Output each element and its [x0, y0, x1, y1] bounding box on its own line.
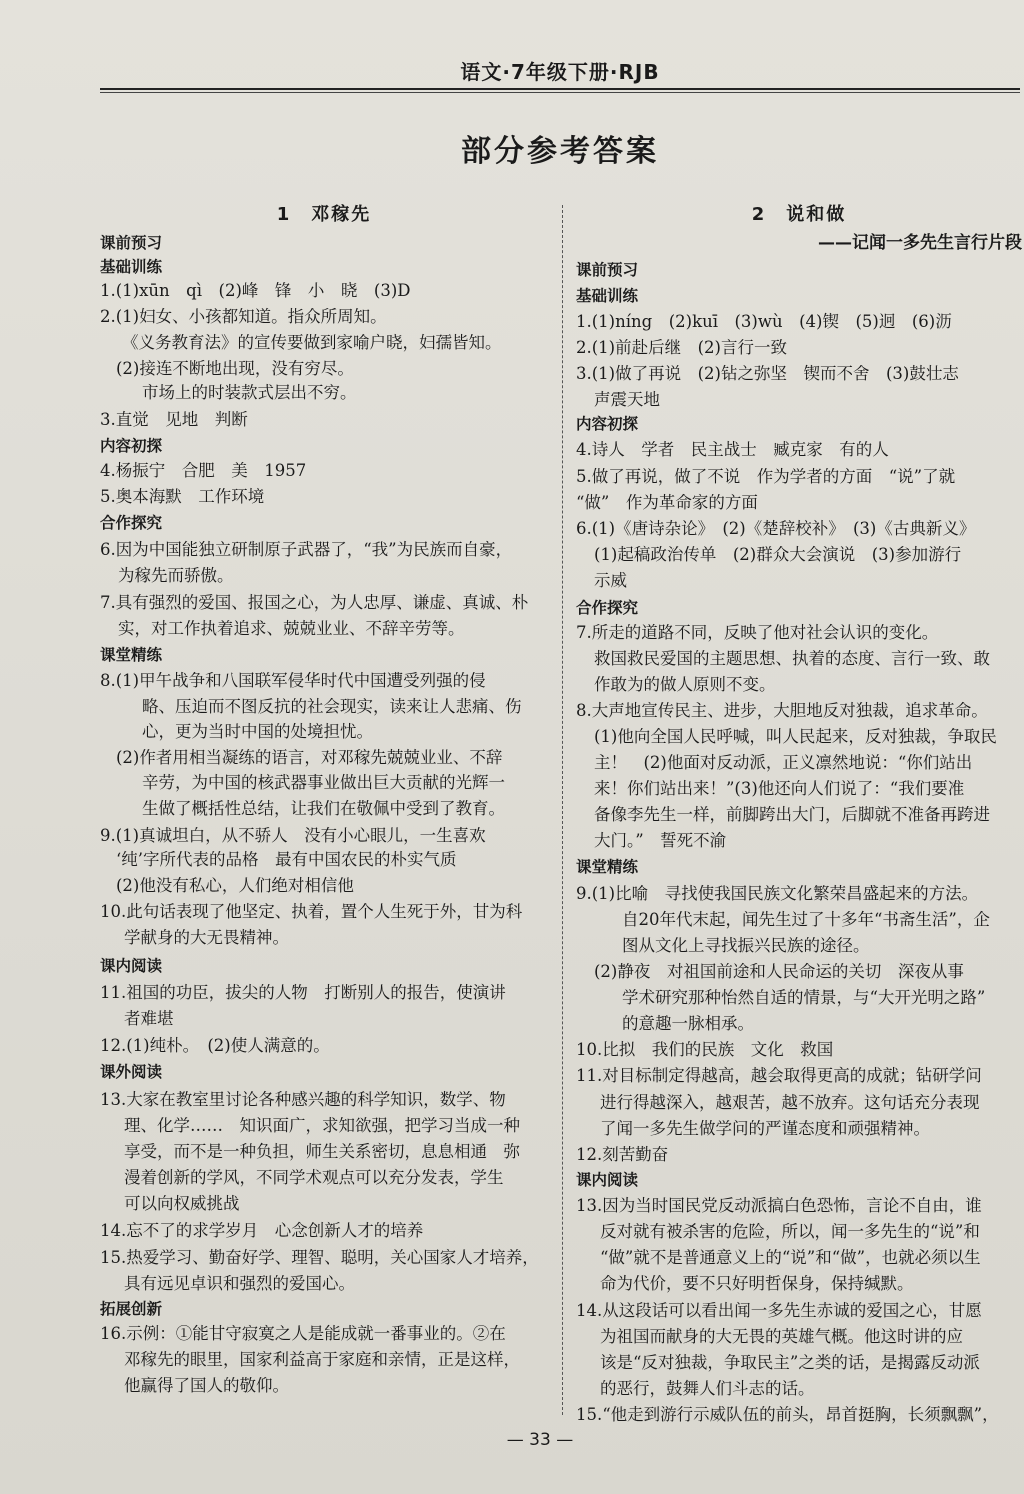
- answer-line: (2)他没有私心，人们绝对相信他: [116, 876, 354, 895]
- running-header: 语文·7年级下册·RJB: [460, 60, 660, 84]
- header-rule-thin: [100, 92, 1020, 93]
- answer-line: 备像李先生一样，前脚跨出大门，后脚就不准备再跨进: [594, 805, 990, 824]
- answer-line: 2.(1)妇女、小孩都知道。指众所周知。: [100, 307, 387, 326]
- answer-line: (1)起稿政治传单 (2)群众大会演说 (3)参加游行: [594, 545, 962, 564]
- answer-line: 12.刻苦勤奋: [576, 1145, 669, 1164]
- answer-line: 2.(1)前赴后继 (2)言行一致: [576, 338, 787, 357]
- answer-line: (2)静夜 对祖国前途和人民命运的关切 深夜从事: [594, 962, 964, 981]
- answer-line: 8.大声地宣传民主、进步，大胆地反对独裁，追求革命。: [576, 701, 988, 720]
- answer-line: 图从文化上寻找振兴民族的途径。: [622, 936, 870, 955]
- lesson-title: 2 说和做: [751, 204, 847, 225]
- answer-line: 示威: [594, 571, 627, 590]
- answer-line: (1)他向全国人民呼喊，叫人民起来，反对独裁，争取民: [594, 727, 997, 746]
- answer-line: 为稼先而骄傲。: [118, 566, 234, 585]
- answer-line: 12.(1)纯朴。 (2)使人满意的。: [100, 1036, 330, 1055]
- answer-line: 理、化学…… 知识面广，求知欲强，把学习当成一种: [124, 1116, 520, 1135]
- section-heading: 课外阅读: [100, 1063, 163, 1081]
- answer-line: 生做了概括性总结，让我们在敬佩中受到了教育。: [142, 799, 505, 818]
- answer-line: 者难堪: [124, 1009, 174, 1028]
- answer-line: 5.奥本海默 工作环境: [100, 487, 265, 506]
- answer-line: 自20年代末起，闻先生过了十多年“书斋生活”，企: [622, 910, 990, 929]
- answer-line: 辛劳，为中国的核武器事业做出巨大贡献的光辉一: [142, 773, 505, 792]
- answer-line: 为祖国而献身的大无畏的英雄气概。他这时讲的应: [600, 1327, 963, 1346]
- answer-line: 可以向权威挑战: [124, 1194, 240, 1213]
- answer-line: 的意趣一脉相承。: [622, 1014, 754, 1033]
- answer-line: 救国救民爱国的主题思想、执着的态度、言行一致、敢: [594, 649, 990, 668]
- answer-line: 学术研究那种怡然自适的情景，与“大开光明之路”: [622, 988, 986, 1007]
- answer-line: 学献身的大无畏精神。: [124, 928, 289, 947]
- answer-line: 略、压迫而不图反抗的社会现实，读来让人悲痛、伤: [142, 697, 522, 716]
- answer-line: 5.做了再说，做了不说 作为学者的方面 “说”了就: [576, 467, 956, 486]
- answer-line: “做”就不是普通意义上的“说”和“做”，也就必须以生: [600, 1248, 981, 1267]
- answer-line: 8.(1)甲午战争和八国联军侵华时代中国遭受列强的侵: [100, 671, 486, 690]
- section-heading: 内容初探: [100, 437, 163, 455]
- answer-line: 了闻一多先生做学问的严谨态度和顽强精神。: [600, 1119, 930, 1138]
- answer-line: 6.(1)《唐诗杂论》 (2)《楚辞校补》 (3)《古典新义》: [576, 519, 976, 538]
- answer-line: 7.所走的道路不同，反映了他对社会认识的变化。: [576, 623, 939, 642]
- answer-line: 13.因为当时国民党反动派搞白色恐怖，言论不自由，谁: [576, 1196, 982, 1215]
- answer-line: 大门。” 誓死不渝: [594, 831, 727, 850]
- answer-line: (2)作者用相当凝练的语言，对邓稼先兢兢业业、不辞: [116, 748, 503, 767]
- answer-line: 心，更为当时中国的处境担忧。: [142, 722, 373, 741]
- section-heading: 课前预习: [576, 261, 639, 279]
- answer-line: 3.直觉 见地 判断: [100, 410, 248, 429]
- answer-line: 该是“反对独裁，争取民主”之类的话，是揭露反动派: [600, 1353, 980, 1372]
- answer-line: 漫着创新的学风，不同学术观点可以充分发表，学生: [124, 1168, 504, 1187]
- answer-line: 他赢得了国人的敬仰。: [124, 1376, 289, 1395]
- answer-line: 的恶行，鼓舞人们斗志的话。: [600, 1379, 815, 1398]
- answer-line: 15.“他走到游行示威队伍的前头，昂首挺胸，长须飘飘”，: [576, 1405, 999, 1424]
- answer-line: 《义务教育法》的宣传要做到家喻户晓，妇孺皆知。: [122, 333, 502, 352]
- page-title: 部分参考答案: [461, 134, 659, 169]
- answer-line: 3.(1)做了再说 (2)钻之弥坚 锲而不舍 (3)鼓壮志: [576, 364, 959, 383]
- answer-line: 13.大家在教室里讨论各种感兴趣的科学知识，数学、物: [100, 1090, 506, 1109]
- answer-line: 15.热爱学习、勤奋好学、理智、聪明，关心国家人才培养，: [100, 1248, 539, 1267]
- section-heading: 课堂精练: [576, 858, 639, 876]
- answer-line: 4.诗人 学者 民主战士 臧克家 有的人: [576, 440, 889, 459]
- answer-line: 7.具有强烈的爱国、报国之心，为人忠厚、谦虚、真诚、朴: [100, 593, 529, 612]
- answer-line: 14.忘不了的求学岁月 心念创新人才的培养: [100, 1221, 424, 1240]
- answer-line: 作敢为的做人原则不变。: [594, 675, 776, 694]
- section-heading: 课内阅读: [576, 1171, 639, 1189]
- answer-line: 享受，而不是一种负担，师生关系密切，息息相通 弥: [124, 1142, 520, 1161]
- answer-line: ‘纯’字所代表的品格 最有中国农民的朴实气质: [116, 850, 457, 869]
- answer-line: (2)接连不断地出现，没有穷尽。: [116, 359, 354, 378]
- answer-line: 主！ (2)他面对反动派，正义凛然地说：“你们站出: [594, 753, 973, 772]
- answer-line: 具有远见卓识和强烈的爱国心。: [124, 1274, 355, 1293]
- answer-line: 9.(1)比喻 寻找使我国民族文化繁荣昌盛起来的方法。: [576, 884, 979, 903]
- section-heading: 课前预习: [100, 234, 163, 252]
- answer-line: 邓稼先的眼里，国家利益高于家庭和亲情，正是这样，: [124, 1350, 520, 1369]
- section-heading: 内容初探: [576, 415, 639, 433]
- section-heading: 合作探究: [576, 599, 639, 617]
- section-heading: 课内阅读: [100, 957, 163, 975]
- lesson-title: 1 邓稼先: [276, 204, 372, 225]
- answer-line: 10.此句话表现了他坚定、执着，置个人生死于外，甘为科: [100, 902, 523, 921]
- section-heading: 基础训练: [100, 258, 163, 276]
- answer-line: 16.示例：①能甘守寂寞之人是能成就一番事业的。②在: [100, 1324, 506, 1343]
- header-rule: [100, 88, 1020, 90]
- answer-line: 进行得越深入，越艰苦，越不放弃。这句话充分表现: [600, 1093, 980, 1112]
- answer-line: 1.(1)níng (2)kuī (3)wù (4)锲 (5)迥 (6)沥: [576, 312, 952, 331]
- section-heading: 拓展创新: [100, 1300, 163, 1318]
- section-heading: 基础训练: [576, 287, 639, 305]
- answer-line: 11.祖国的功臣，拔尖的人物 打断别人的报告，使演讲: [100, 983, 506, 1002]
- answer-line: 命为代价，要不只好明哲保身，保持缄默。: [600, 1274, 914, 1293]
- column-divider: [562, 205, 563, 1415]
- page-number: — 33 —: [506, 1430, 574, 1450]
- answer-line: 反对就有被杀害的危险，所以，闻一多先生的“说”和: [600, 1222, 980, 1241]
- answer-line: 市场上的时装款式层出不穷。: [142, 383, 357, 402]
- section-heading: 课堂精练: [100, 646, 163, 664]
- section-heading: 合作探究: [100, 514, 163, 532]
- answer-line: 1.(1)xūn qì (2)峰 锋 小 晓 (3)D: [100, 281, 411, 300]
- answer-line: “做” 作为革命家的方面: [576, 493, 758, 512]
- lesson-subtitle: ——记闻一多先生言行片段: [818, 233, 1022, 253]
- answer-line: 6.因为中国能独立研制原子武器了，“我”为民族而自豪，: [100, 540, 513, 559]
- answer-line: 14.从这段话可以看出闻一多先生赤诚的爱国之心，甘愿: [576, 1301, 982, 1320]
- answer-line: 声震天地: [594, 390, 660, 409]
- answer-line: 11.对目标制定得越高，越会取得更高的成就；钻研学问: [576, 1066, 982, 1085]
- answer-line: 10.比拟 我们的民族 文化 救国: [576, 1040, 834, 1059]
- answer-line: 来！你们站出来！”(3)他还向人们说了：“我们要准: [594, 779, 965, 798]
- answer-line: 4.杨振宁 合肥 美 1957: [100, 461, 307, 480]
- answer-line: 实，对工作执着追求、兢兢业业、不辞辛劳等。: [118, 619, 465, 638]
- answer-line: 9.(1)真诚坦白，从不骄人 没有小心眼儿，一生喜欢: [100, 826, 486, 845]
